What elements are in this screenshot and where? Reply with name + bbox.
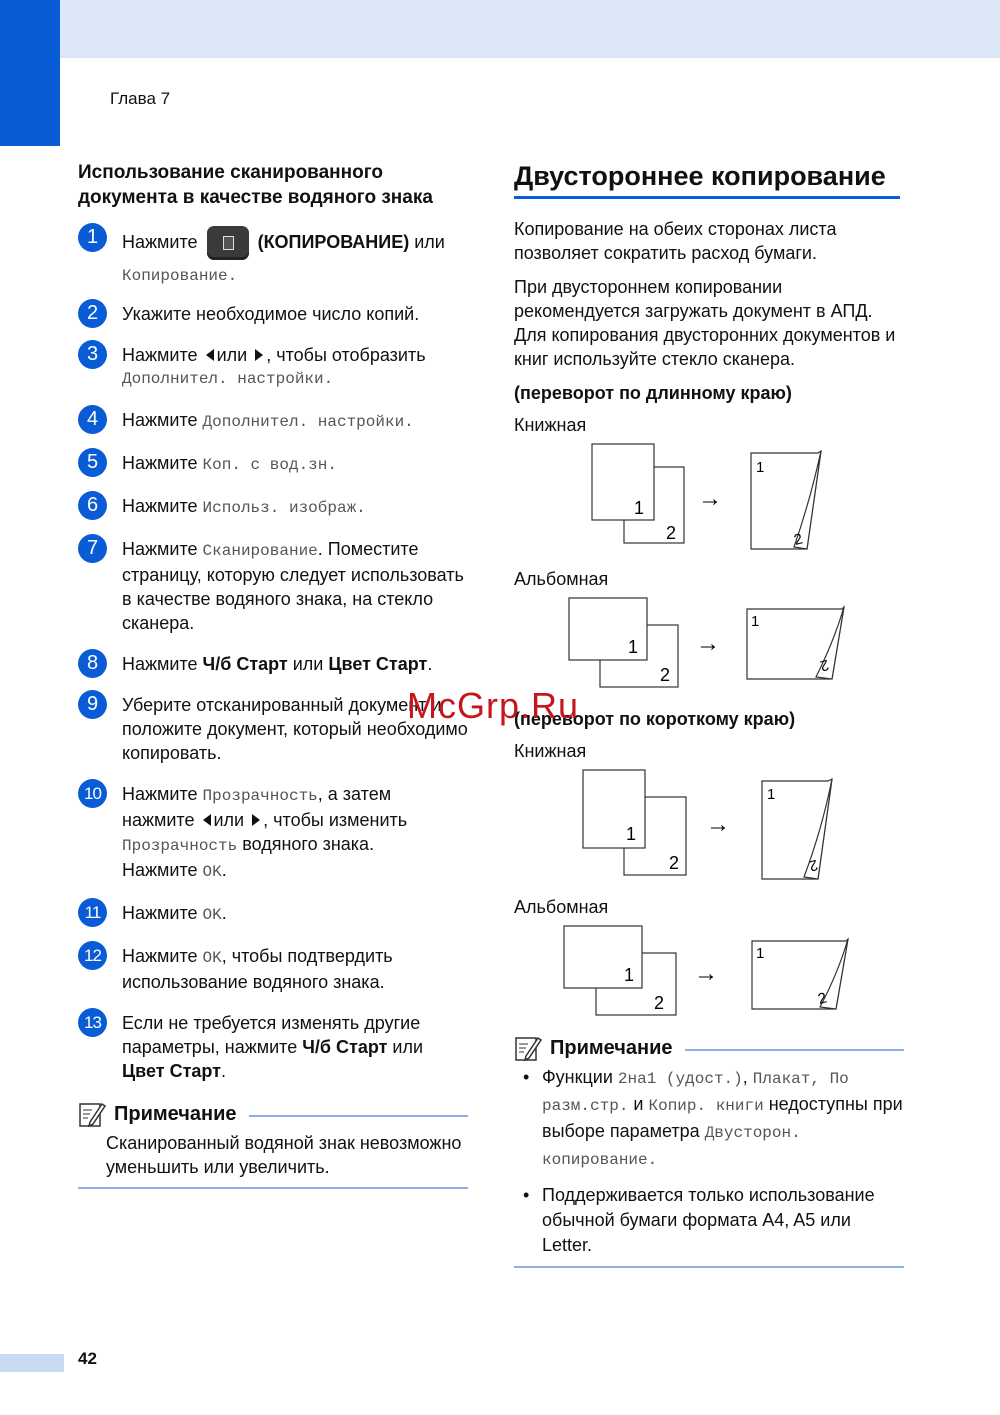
right-arrow-icon <box>252 814 260 826</box>
note-title: Примечание <box>114 1102 237 1125</box>
note-pencil-icon <box>514 1034 542 1062</box>
step-text: или <box>216 345 248 365</box>
page-number: 2 <box>818 655 831 675</box>
step-text: Нажмите <box>122 784 203 804</box>
step-text: Нажмите <box>122 231 198 252</box>
copy-button-icon <box>207 226 249 260</box>
short-edge-heading: (переворот по короткому краю) <box>514 709 796 729</box>
page-number: 1 <box>767 786 776 803</box>
step-text: Нажмите <box>122 654 203 674</box>
step-number: 5 <box>78 448 107 477</box>
step-number: 6 <box>78 491 107 520</box>
lcd-text: Прозрачность <box>122 837 238 855</box>
step-text: Если не требуется изменять другие параметры, нажмите <box>122 1013 421 1057</box>
page-number: 1 <box>628 637 639 657</box>
left-arrow-icon <box>206 349 214 361</box>
step-text: . Поместите страницу, которую следует использовать в качестве водяного знака, на стекло сканера. <box>122 539 464 633</box>
long-edge-heading: (переворот по длинному краю) <box>514 383 792 403</box>
step-5 <box>78 451 468 477</box>
arrow-icon: → <box>696 630 720 657</box>
lcd-text: Плакат, По разм.стр. <box>542 1070 849 1115</box>
page-number: 1 <box>756 945 765 962</box>
step-text: Нажмите <box>122 903 203 923</box>
note-text: Сканированный водяной знак невозможно уменьшить или увеличить. <box>78 1131 468 1189</box>
lcd-text: Сканирование <box>202 542 318 560</box>
note-text <box>514 1065 904 1268</box>
step-text: Нажмите <box>122 453 203 473</box>
lcd-text: Дополнител. настройки. <box>122 370 334 388</box>
step-2 <box>78 302 468 326</box>
step-text: Нажмите <box>122 345 198 365</box>
lcd-text: OK <box>202 906 222 924</box>
portrait-label: Книжная <box>514 415 587 435</box>
section-heading: Двустороннее копирование <box>514 158 900 199</box>
step-text: Нажмите <box>122 496 203 516</box>
step-number: 11 <box>78 898 107 927</box>
step-6 <box>78 494 468 520</box>
lcd-text: 2на1 (удост.) <box>617 1070 743 1088</box>
page-number-footer: 42 <box>78 1349 97 1368</box>
lcd-text: OK <box>202 949 222 967</box>
top-band <box>0 0 1000 58</box>
page-number: 2 <box>666 523 677 543</box>
arrow-icon: → <box>694 960 718 987</box>
step-4 <box>78 408 468 434</box>
note-bullet: • Поддерживается только использование обычной бумаги формата A4, A5 или Letter. <box>514 1183 904 1258</box>
portrait-label: Книжная <box>514 741 587 761</box>
button-name: Ч/б Старт <box>302 1037 388 1057</box>
step-text: водяного знака. <box>237 834 375 854</box>
lcd-text: Прозрачность <box>202 787 318 805</box>
note-title: Примечание <box>550 1036 673 1059</box>
landscape-label: Альбомная <box>514 569 609 589</box>
lcd-text: Копирование. <box>122 267 238 285</box>
step-text-bold: (КОПИРОВАНИЕ) <box>257 231 410 252</box>
step-number: 1 <box>78 223 107 252</box>
paragraph: При двустороннем копировании рекомендуется загружать документ в АПД. Для копирования двусторонних документов и книг используйте стекло сканера. <box>514 277 896 369</box>
step-text: или <box>387 1037 424 1057</box>
page-number: 2 <box>660 665 671 685</box>
left-arrow-icon <box>203 814 211 826</box>
step-text: Нажмите <box>122 410 203 430</box>
diagram-short-landscape <box>514 923 904 1023</box>
lcd-text: Использ. изображ. <box>202 499 366 517</box>
step-text: . <box>220 1061 226 1081</box>
step-text: , а затем нажмите <box>122 784 392 830</box>
step-text: . <box>221 903 227 923</box>
footer-band <box>0 1354 64 1372</box>
page-number: 1 <box>626 824 637 844</box>
button-name: Цвет Старт <box>328 654 428 674</box>
page-number: 1 <box>756 459 765 476</box>
page-number: 2 <box>792 530 805 549</box>
watermark: McGrp.Ru <box>407 685 580 726</box>
chapter-tab <box>0 0 60 146</box>
right-arrow-icon <box>255 349 263 361</box>
page-number: 2 <box>816 989 829 1008</box>
note-box <box>514 1031 904 1268</box>
step-11 <box>78 901 468 927</box>
note-pencil-icon <box>78 1100 106 1128</box>
page-number: 1 <box>751 613 760 630</box>
step-text: или <box>213 810 245 830</box>
step-text: или <box>409 231 445 252</box>
step-text: Нажмите <box>122 946 203 966</box>
step-number: 2 <box>78 299 107 328</box>
paragraph: Копирование на обеих сторонах листа позволяет сократить расход бумаги. <box>514 219 837 263</box>
note-bullet: • Функции 2на1 (удост.), Плакат, По разм.стр. и Копир. книги недоступны при выборе параметра Двусторон. копирование. <box>514 1065 904 1173</box>
arrow-icon: → <box>706 811 730 838</box>
step-number: 7 <box>78 534 107 563</box>
page-number: 2 <box>669 853 680 873</box>
step-number: 4 <box>78 405 107 434</box>
button-name: Ч/б Старт <box>202 654 288 674</box>
page-number: 2 <box>654 993 665 1013</box>
step-8 <box>78 652 468 676</box>
step-3 <box>78 343 468 391</box>
step-12 <box>78 944 468 994</box>
lcd-text: Двусторон. копирование. <box>542 1124 801 1169</box>
step-text: Нажмите <box>122 539 203 559</box>
section-heading: Использование сканированного документа в качестве водяного знака <box>78 162 433 208</box>
step-text: . <box>221 860 227 880</box>
diagram-long-portrait <box>514 441 904 557</box>
chapter-label: Глава 7 <box>110 89 171 108</box>
lcd-text: Копир. книги <box>648 1097 764 1115</box>
diagram-long-landscape <box>514 595 904 695</box>
step-number: 9 <box>78 690 107 719</box>
step-number: 8 <box>78 649 107 678</box>
step-text: . <box>427 654 433 674</box>
step-13 <box>78 1011 468 1083</box>
step-text: , чтобы изменить <box>263 810 408 830</box>
lcd-text: Коп. с вод.зн. <box>202 456 337 474</box>
step-number: 10 <box>78 779 107 808</box>
diagram-short-portrait <box>514 767 904 885</box>
page-number: 2 <box>807 855 820 875</box>
step-number: 3 <box>78 340 107 369</box>
lcd-text: Дополнител. настройки. <box>202 413 414 431</box>
step-10 <box>78 782 468 884</box>
step-text: Уберите отсканированный документ и положите документ, который необходимо копировать. <box>122 695 468 763</box>
step-text: Нажмите <box>122 860 203 880</box>
note-box <box>78 1097 468 1189</box>
step-7 <box>78 537 468 635</box>
step-text: Укажите необходимое число копий. <box>122 304 420 324</box>
arrow-icon: → <box>698 485 722 512</box>
page-number: 1 <box>624 965 635 985</box>
landscape-label: Альбомная <box>514 897 609 917</box>
left-column <box>78 160 468 1189</box>
page-number: 1 <box>634 498 645 518</box>
step-number: 13 <box>78 1008 107 1037</box>
button-name: Цвет Старт <box>122 1061 221 1081</box>
step-text: , чтобы подтвердить использование водяного знака. <box>122 946 393 992</box>
step-1 <box>78 226 468 288</box>
lcd-text: OK <box>202 863 222 881</box>
step-text: или <box>287 654 329 674</box>
step-text: , чтобы отобразить <box>266 345 426 365</box>
step-number: 12 <box>78 941 107 970</box>
